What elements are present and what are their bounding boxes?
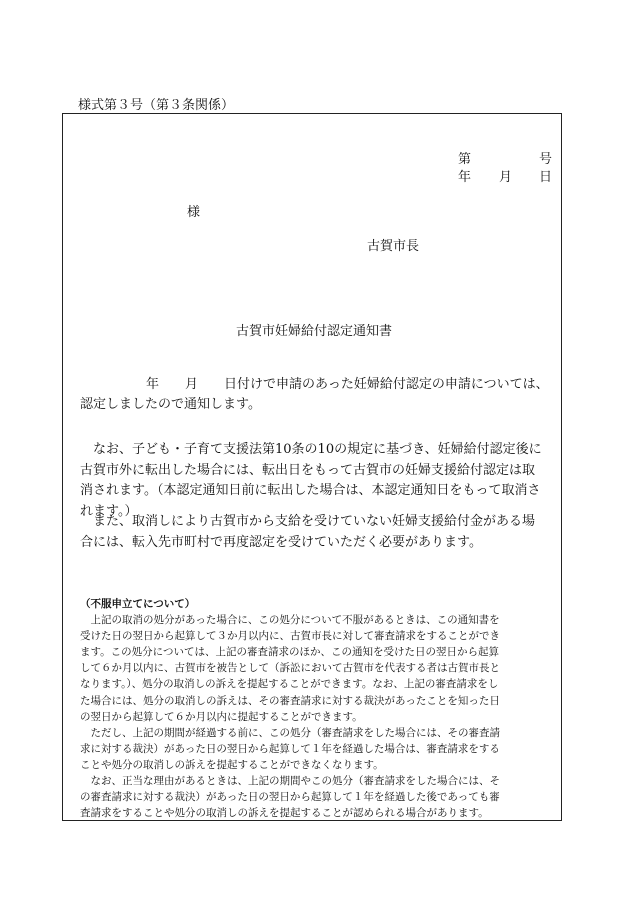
statement-line-2: 認定しましたので通知します。 [80, 397, 261, 412]
appeal-line: 求に対する裁決）があった日の翌日から起算して１年を経過した場合は、審査請求をする [80, 742, 500, 755]
appeal-line: 上記の取消の処分があった場合に、この処分について不服があるときは、この通知書を [90, 614, 500, 627]
appeal-heading: （不服申立てについて） [80, 598, 196, 610]
appeal-line: して６か月以内に、古賀市を被告として（訴訟において古賀市を代表する者は古賀市長と [80, 662, 500, 675]
appeal-line: ます。この処分については、上記の審査請求のほか、この通知を受けた日の翌日から起算 [80, 646, 499, 659]
paragraph-1-line: 消されます。（本認定通知日前に転出した場合は、本認定通知日をもって取消さ [80, 483, 541, 498]
paragraph-1-line: 古賀市外に転出した場合には、転出日をもって古賀市の妊婦支援給付認定は取 [80, 462, 536, 478]
transfer-notice-paragraph [80, 440, 558, 522]
document-title: 古賀市妊婦給付認定通知書 [236, 324, 393, 339]
appeal-line: なお、正当な理由があるときは、上記の期間やこの処分（審査請求をした場合には、そ [90, 775, 500, 788]
appeal-line: ただし、上記の期間が経過する前に、この処分（審査請求をした場合には、その審査請 [90, 726, 500, 739]
date-day: 日 [539, 170, 553, 185]
appeal-line: の審査請求に対する裁決）があった日の翌日から起算して１年を経過した後であっても審 [80, 791, 500, 804]
number-suffix: 号 [539, 152, 553, 167]
paragraph-2-line: また、取消しにより古賀市から支給を受けていない妊婦支援給付金がある場 [93, 514, 536, 529]
appeal-line: 査請求をすることや処分の取消しの訴えを提起することが認められる場合があります。 [80, 807, 489, 820]
form-number-label: 様式第３号（第３条関係） [78, 98, 235, 113]
reapplication-paragraph [80, 512, 558, 553]
statement-line-1: 年 月 日付けで申請のあった妊婦給付認定の申請については、 [146, 377, 549, 392]
appeal-line: ことや処分の取消しの訴えを提起することができなくなります。 [80, 758, 384, 771]
paragraph-1-line: なお、子ども・子育て支援法第10条の10の規定に基づき、妊婦給付認定後に [93, 442, 542, 457]
addressee-suffix: 様 [187, 205, 201, 220]
number-prefix: 第 [458, 152, 472, 167]
appeal-line: 受けた日の翌日から起算して３か月以内に、古賀市長に対して審査請求をすることができ [80, 630, 500, 643]
date-month: 月 [499, 170, 513, 185]
appeal-line: の翌日から起算して６か月以内に提起することができます。 [80, 710, 363, 723]
paragraph-2-line: 合には、転入先市町村で再度認定を受けていただく必要があります。 [80, 534, 482, 550]
appeal-line: た場合には、処分の取消しの訴えは、その審査請求に対する裁決があったことを知った日 [80, 694, 500, 707]
appeal-line: なります。）、処分の取消しの訴えを提起することができます。なお、上記の審査請求をし [80, 678, 499, 691]
paragraph-1-line: れます。） [80, 503, 138, 519]
appeal-section [80, 596, 554, 821]
issuer: 古賀市長 [367, 239, 420, 254]
date-year: 年 [458, 170, 472, 185]
